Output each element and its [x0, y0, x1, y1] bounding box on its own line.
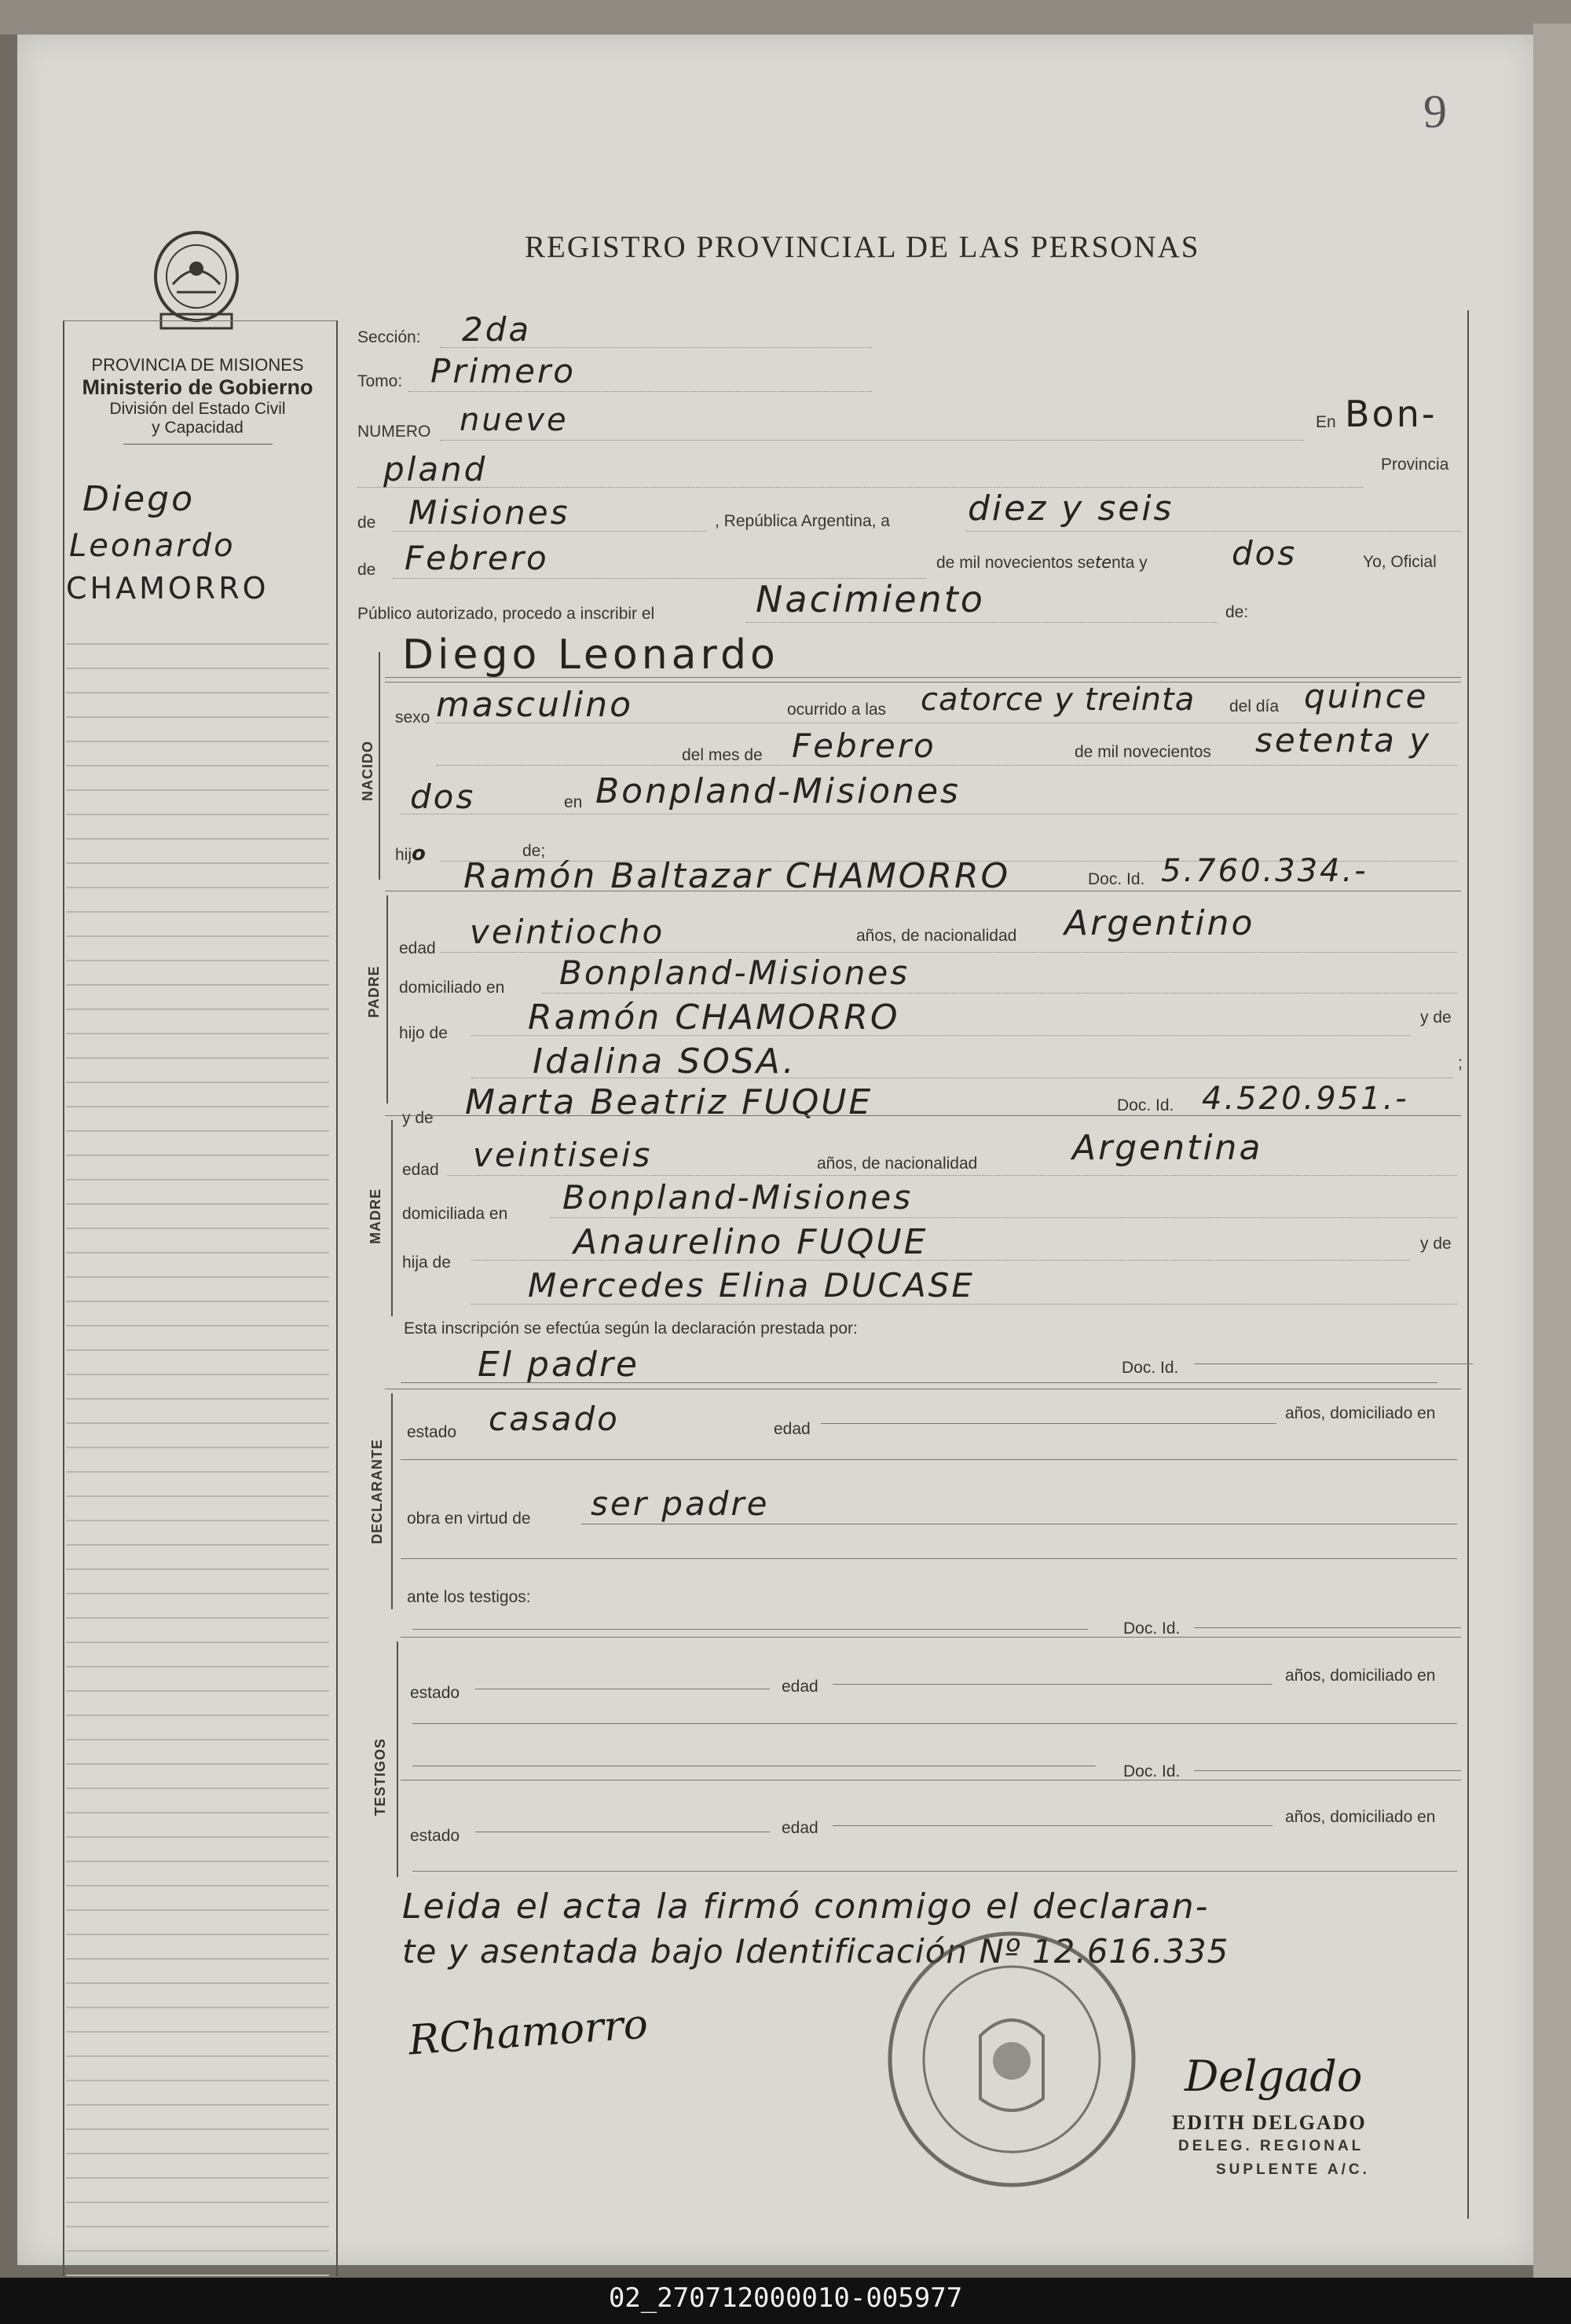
office-block — [66, 355, 329, 445]
dia-nacimiento-value: quince — [1304, 677, 1429, 715]
declarante-edad-label: edad — [774, 1420, 811, 1438]
official-role: DELEG. REGIONAL — [1178, 2138, 1364, 2154]
padre-nacionalidad: Argentino — [1064, 903, 1255, 943]
nacido-nombre-line — [385, 677, 1461, 678]
ocurrido-label: ocurrido a las — [787, 701, 887, 719]
republica-label: , República Argentina, a — [715, 512, 890, 530]
padre-edad-line — [440, 952, 1457, 953]
madre-y-de-label: y de — [402, 1109, 434, 1127]
frame-right — [1467, 310, 1469, 2219]
numero-label: NUMERO — [357, 423, 431, 441]
testigos-top-line — [401, 1637, 1461, 1638]
frame-left — [63, 320, 64, 2276]
testigo1-estado-label: estado — [410, 1684, 460, 1702]
testigo2-edad-line — [833, 1825, 1273, 1826]
ano-value: dos — [1232, 534, 1298, 573]
padre-bracket — [386, 895, 388, 1103]
testigo1-doc-line — [1194, 1627, 1461, 1628]
mes-value: Febrero — [405, 539, 549, 577]
section-padre: PADRE — [366, 965, 382, 1018]
declarante-bracket — [391, 1393, 393, 1609]
en-label: En — [1316, 413, 1336, 431]
padre-edad-label: edad — [399, 939, 436, 957]
margin-name-line3: CHAMORRO — [66, 571, 269, 606]
tomo-value: Primero — [430, 352, 576, 390]
declarante-doc-label: Doc. Id. — [1122, 1359, 1179, 1377]
office-line2: Ministerio de Gobierno — [82, 375, 313, 399]
locality-line — [357, 487, 1363, 488]
province-emblem — [145, 221, 247, 339]
office-line1: PROVINCIA DE MISIONES — [91, 355, 304, 375]
coat-of-arms-icon — [145, 221, 247, 339]
madre-doc-value: 4.520.951.- — [1202, 1081, 1409, 1117]
ano-nacimiento-a: setenta y — [1255, 721, 1432, 759]
scan-top-edge — [0, 0, 1571, 35]
padre-doc-value: 5.760.334.- — [1161, 853, 1368, 889]
seccion-label: Sección: — [357, 328, 421, 346]
padre-domicilio: Bonpland-Misiones — [559, 953, 910, 992]
madre-hija-de-label: hija de — [402, 1253, 451, 1272]
ante-testigos-label: ante los testigos: — [407, 1588, 531, 1606]
padre-y-de-label: y de — [1420, 1008, 1452, 1027]
madre-edad-label: edad — [402, 1161, 439, 1179]
numero-line — [440, 440, 1304, 441]
de-label-4: de; — [522, 842, 546, 860]
notes-line1: Leida el acta la firmó conmigo el declaran- — [402, 1887, 1210, 1927]
de-label-3: de: — [1225, 603, 1249, 621]
footer-code: 02_270712000010-005977 — [608, 2282, 963, 2314]
section-testigos: TESTIGOS — [372, 1737, 388, 1816]
office-line3: División del Estado Civil — [109, 400, 286, 418]
abuelo-paterno-line — [471, 1035, 1410, 1036]
madre-dom-line — [550, 1217, 1457, 1218]
office-divider — [123, 444, 273, 445]
testigo2-doc-label: Doc. Id. — [1123, 1762, 1181, 1781]
testigo1-anos-label: años, domiciliado en — [1285, 1667, 1436, 1685]
declarante-signature: RChamorro — [407, 2000, 650, 2065]
padre-nombre: Ramón Baltazar CHAMORRO — [463, 856, 1011, 896]
frame-top-left — [63, 320, 336, 321]
testigos-bracket — [397, 1641, 398, 1877]
madre-edad-value: veintiseis — [473, 1136, 653, 1174]
padre-edad-value: veintiocho — [470, 913, 665, 951]
padre-nac-label: años, de nacionalidad — [856, 927, 1017, 945]
en-value: Bon- — [1345, 393, 1437, 435]
testigo1-edad-line — [833, 1684, 1273, 1685]
office-line4: y Capacidad — [152, 419, 244, 437]
official-name: EDITH DELGADO — [1172, 2111, 1367, 2134]
madre-y-de-label-2: y de — [1420, 1235, 1452, 1253]
testigo1-dom-line — [412, 1723, 1457, 1724]
madre-doc-label: Doc. Id. — [1117, 1096, 1174, 1114]
tomo-line — [408, 391, 872, 392]
de-mil-label: de mil novecientos setenta y — [936, 553, 1148, 572]
madre-top-line — [385, 1115, 1461, 1116]
esta-inscripcion-label: Esta inscripción se efectúa según la declaración prestada por: — [404, 1319, 858, 1338]
testigo2-estado-label: estado — [410, 1827, 460, 1845]
sexo-value: masculino — [436, 685, 634, 725]
provincia-label: Provincia — [1381, 456, 1449, 474]
declarante-nombre: El padre — [478, 1345, 639, 1385]
hijo-label: hijo — [395, 842, 428, 866]
dia-value: diez y seis — [968, 489, 1174, 529]
padre-doc-label: Doc. Id. — [1088, 870, 1145, 888]
abuelo-materno: Anaurelino FUQUE — [573, 1222, 928, 1262]
de-label-2: de — [357, 561, 376, 579]
abuela-paterna: Idalina SOSA. — [533, 1041, 796, 1081]
declarante-dom-line — [401, 1459, 1457, 1460]
oficial-signature: Delgado — [1185, 2051, 1363, 2101]
declarante-edad-line — [821, 1423, 1276, 1424]
obra-value: ser padre — [591, 1484, 770, 1523]
ano-nacimiento-b: dos — [410, 778, 476, 816]
publico-label: Público autorizado, procedo a inscribir el — [357, 605, 655, 623]
madre-edad-line — [448, 1175, 1457, 1176]
testigo1-nombre-line — [412, 1629, 1088, 1630]
margin-ruled-lines — [66, 620, 329, 2278]
testigo2-edad-label: edad — [782, 1819, 818, 1837]
padre-dom-label: domiciliado en — [399, 979, 505, 997]
obra-label: obra en virtud de — [407, 1510, 531, 1528]
section-nacido: NACIDO — [360, 741, 375, 801]
yo-oficial-label: Yo, Oficial — [1363, 553, 1437, 571]
madre-nac-label: años, de nacionalidad — [817, 1155, 978, 1173]
provincia-line — [393, 531, 707, 532]
testigo2-doc-line — [1194, 1770, 1461, 1771]
madre-domicilio: Bonpland-Misiones — [562, 1178, 914, 1217]
madre-nacionalidad: Argentina — [1072, 1128, 1263, 1168]
abuela-materna-line — [471, 1304, 1457, 1305]
official-seal — [878, 1926, 1145, 2193]
mes-nacimiento-value: Febrero — [792, 726, 936, 765]
nacido-nombre: Diego Leonardo — [402, 631, 779, 679]
testigo2-anos-label: años, domiciliado en — [1285, 1808, 1436, 1826]
abuela-materna: Mercedes Elina DUCASE — [528, 1266, 975, 1305]
declarante-doc-line — [1194, 1363, 1473, 1364]
testigo1-edad-label: edad — [782, 1678, 818, 1696]
nacido-bracket — [379, 652, 380, 880]
madre-bracket — [391, 1120, 393, 1316]
frame-divider — [336, 320, 338, 2276]
de-mil-label-2: de mil novecientos — [1075, 743, 1211, 761]
en-value-continued: pland — [383, 450, 488, 489]
del-dia-label: del día — [1229, 697, 1280, 715]
testigo2-top-line — [401, 1780, 1461, 1781]
margin-name-line2: Leonardo — [69, 528, 236, 564]
del-mes-label: del mes de — [682, 746, 763, 764]
margin-name-line1: Diego — [82, 479, 196, 519]
declarante-nombre-line — [401, 1382, 1437, 1383]
declarante-estado: casado — [489, 1400, 620, 1438]
semicolon-label: ; — [1458, 1054, 1463, 1072]
declarante-estado-label: estado — [407, 1423, 457, 1441]
de-label: de — [357, 514, 376, 532]
abuelo-materno-line — [471, 1260, 1410, 1261]
abuelo-paterno: Ramón CHAMORRO — [528, 997, 900, 1038]
obra-line-2 — [401, 1558, 1457, 1559]
book-spine — [1533, 24, 1571, 2278]
seccion-line — [440, 347, 872, 348]
page-title: REGISTRO PROVINCIAL DE LAS PERSONAS — [525, 230, 1200, 264]
lugar-nacimiento: Bonpland-Misiones — [595, 771, 961, 811]
sexo-label: sexo — [395, 708, 430, 726]
hora-value: catorce y treinta — [921, 682, 1196, 718]
provincia-value: Misiones — [408, 493, 570, 532]
padre-dom-line — [542, 993, 1457, 994]
tomo-label: Tomo: — [357, 372, 403, 390]
official-role-2: SUPLENTE A/C. — [1216, 2161, 1370, 2178]
numero-value: nueve — [460, 402, 569, 438]
notes-line2: te y asentada bajo Identificación Nº 12.616.335 — [402, 1932, 1229, 1971]
madre-dom-label: domiciliada en — [402, 1205, 508, 1223]
section-declarante: DECLARANTE — [369, 1439, 385, 1544]
seccion-value: 2da — [462, 310, 532, 349]
en-label-2: en — [564, 793, 583, 811]
testigo1-doc-label: Doc. Id. — [1123, 1619, 1181, 1638]
section-madre: MADRE — [368, 1188, 383, 1244]
dia-line — [966, 531, 1461, 532]
acto-line — [746, 622, 1218, 623]
declarante-anos-label: años, domiciliado en — [1285, 1404, 1436, 1422]
madre-nombre: Marta Beatriz FUQUE — [465, 1082, 873, 1122]
testigo2-dom-line — [412, 1871, 1457, 1872]
page-number: 9 — [1423, 86, 1447, 137]
mes-nacimiento-line — [436, 765, 1457, 766]
acto-value: Nacimiento — [756, 578, 985, 620]
padre-hijo-de-label: hijo de — [399, 1024, 448, 1042]
